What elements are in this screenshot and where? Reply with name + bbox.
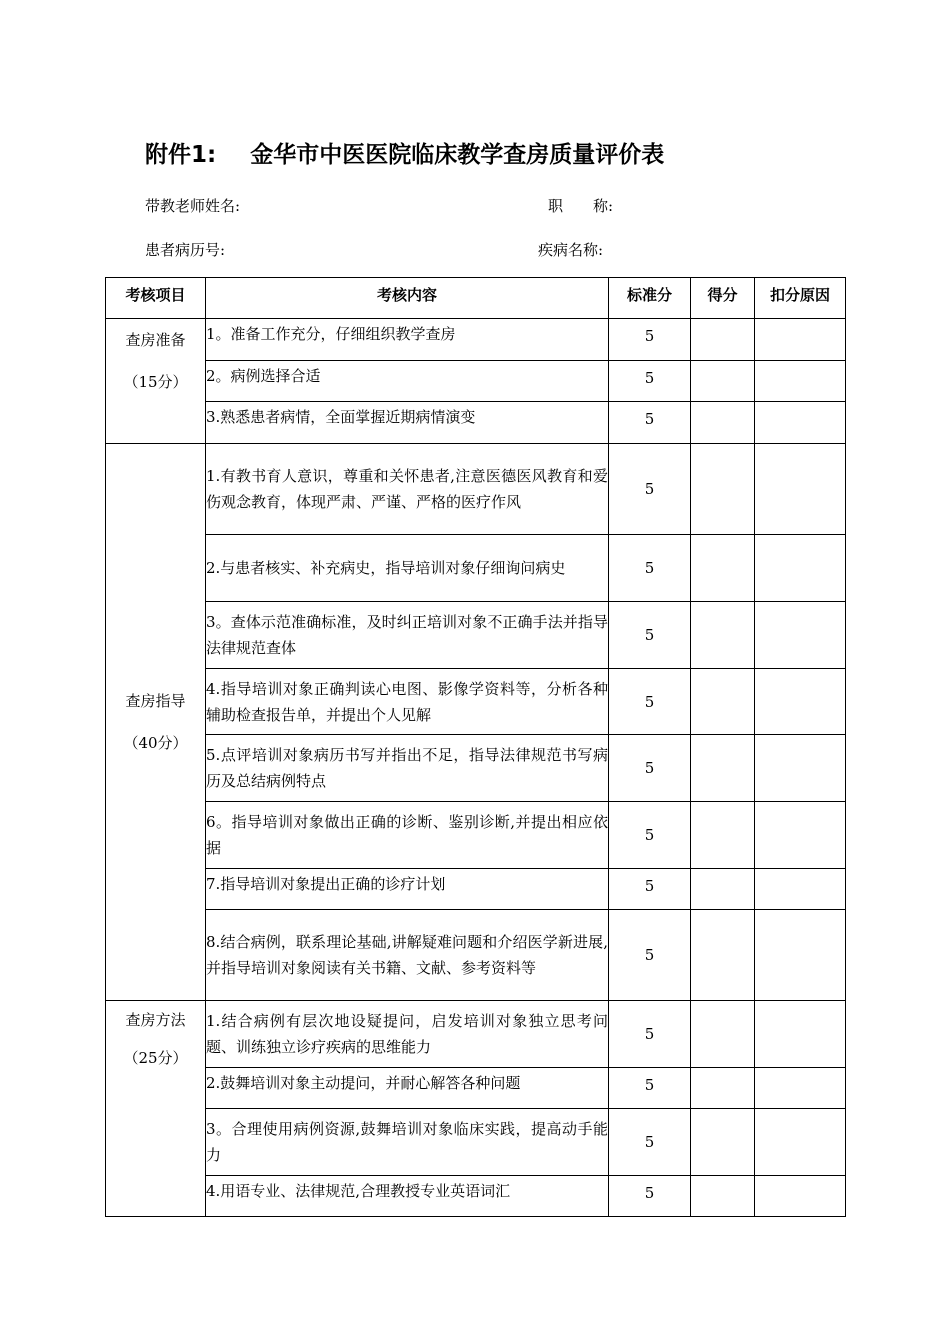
deduction-reason-cell[interactable]	[755, 535, 846, 602]
form-title: 金华市中医医院临床教学查房质量评价表	[250, 142, 665, 168]
score-cell[interactable]	[691, 602, 755, 669]
teacher-name-field	[145, 195, 240, 216]
standard-score-cell: 5	[609, 1176, 691, 1217]
standard-score-cell: 5	[609, 361, 691, 402]
deduction-reason-cell[interactable]	[755, 802, 846, 869]
table-row	[106, 1176, 846, 1217]
header-item: 考核项目	[106, 278, 206, 319]
standard-score-cell: 5	[609, 319, 691, 361]
table-row	[106, 735, 846, 802]
score-cell[interactable]	[691, 1001, 755, 1068]
score-cell[interactable]	[691, 361, 755, 402]
deduction-reason-cell[interactable]	[755, 319, 846, 361]
standard-score-cell: 5	[609, 802, 691, 869]
score-cell[interactable]	[691, 1068, 755, 1109]
deduction-reason-cell[interactable]	[755, 910, 846, 1001]
standard-score-cell: 5	[609, 1109, 691, 1176]
table-row	[106, 602, 846, 669]
score-cell[interactable]	[691, 802, 755, 869]
deduction-reason-cell[interactable]	[755, 444, 846, 535]
score-cell[interactable]	[691, 1109, 755, 1176]
table-row	[106, 444, 846, 535]
content-cell: 2.鼓舞培训对象主动提问，并耐心解答各种问题	[206, 1068, 609, 1109]
deduction-reason-cell[interactable]	[755, 361, 846, 402]
content-cell: 7.指导培训对象提出正确的诊疗计划	[206, 869, 609, 910]
category-cell	[106, 1001, 206, 1217]
disease-name-label: 疾病名称:	[538, 241, 604, 259]
standard-score-cell: 5	[609, 444, 691, 535]
table-row	[106, 361, 846, 402]
header-deduction-reason: 扣分原因	[755, 278, 846, 319]
standard-score-cell: 5	[609, 910, 691, 1001]
deduction-reason-cell[interactable]	[755, 1068, 846, 1109]
content-cell: 2。病例选择合适	[206, 361, 609, 402]
score-cell[interactable]	[691, 669, 755, 735]
content-cell: 1。准备工作充分，仔细组织教学查房	[206, 319, 609, 361]
evaluation-table	[105, 277, 846, 1217]
score-cell[interactable]	[691, 735, 755, 802]
deduction-reason-cell[interactable]	[755, 869, 846, 910]
score-cell[interactable]	[691, 444, 755, 535]
deduction-reason-cell[interactable]	[755, 1001, 846, 1068]
table-header-row	[106, 278, 846, 319]
deduction-reason-cell[interactable]	[755, 602, 846, 669]
category-cell	[106, 444, 206, 1001]
table-row	[106, 319, 846, 361]
content-cell: 3.熟悉患者病情，全面掌握近期病情演变	[206, 402, 609, 444]
table-row	[106, 402, 846, 444]
score-cell[interactable]	[691, 1176, 755, 1217]
patient-record-label: 患者病历号:	[145, 241, 226, 259]
deduction-reason-cell[interactable]	[755, 735, 846, 802]
category-name: 查房方法	[125, 1011, 186, 1029]
content-cell: 4.指导培训对象正确判读心电图、影像学资料等，分析各种辅助检查报告单，并提出个人见解	[206, 669, 609, 735]
content-cell: 4.用语专业、法律规范,合理教授专业英语词汇	[206, 1176, 609, 1217]
standard-score-cell: 5	[609, 535, 691, 602]
table-row	[106, 669, 846, 735]
teacher-name-label: 带教老师姓名:	[145, 197, 241, 215]
header-content: 考核内容	[206, 278, 609, 319]
score-cell[interactable]	[691, 319, 755, 361]
standard-score-cell: 5	[609, 869, 691, 910]
score-cell[interactable]	[691, 402, 755, 444]
deduction-reason-cell[interactable]	[755, 669, 846, 735]
document-title	[145, 136, 664, 169]
category-points: （25分）	[123, 1049, 188, 1067]
content-cell: 3。合理使用病例资源,鼓舞培训对象临床实践，提高动手能力	[206, 1109, 609, 1176]
standard-score-cell: 5	[609, 1001, 691, 1068]
title-rank-label: 职 称:	[548, 197, 614, 215]
table-row	[106, 910, 846, 1001]
standard-score-cell: 5	[609, 602, 691, 669]
table-row	[106, 1109, 846, 1176]
disease-name-field	[538, 239, 603, 260]
table-row	[106, 869, 846, 910]
attachment-label: 附件1:	[145, 142, 217, 168]
score-cell[interactable]	[691, 910, 755, 1001]
content-cell: 6。指导培训对象做出正确的诊断、鉴别诊断,并提出相应依据	[206, 802, 609, 869]
header-standard-score: 标准分	[609, 278, 691, 319]
category-name: 查房指导	[125, 692, 186, 710]
header-score: 得分	[691, 278, 755, 319]
standard-score-cell: 5	[609, 669, 691, 735]
content-cell: 1.结合病例有层次地设疑提问，启发培训对象独立思考问题、训练独立诊疗疾病的思维能力	[206, 1001, 609, 1068]
deduction-reason-cell[interactable]	[755, 1109, 846, 1176]
table-row	[106, 535, 846, 602]
title-rank-field	[548, 195, 613, 216]
content-cell: 1.有教书育人意识，尊重和关怀患者,注意医德医风教育和爱伤观念教育，体现严肃、严谨、严格的医疗作风	[206, 444, 609, 535]
score-cell[interactable]	[691, 869, 755, 910]
category-name: 查房准备	[125, 331, 186, 349]
patient-record-field	[145, 239, 225, 260]
standard-score-cell: 5	[609, 735, 691, 802]
content-cell: 2.与患者核实、补充病史，指导培训对象仔细询问病史	[206, 535, 609, 602]
deduction-reason-cell[interactable]	[755, 402, 846, 444]
category-points: （15分）	[123, 373, 188, 391]
table-row	[106, 802, 846, 869]
content-cell: 5.点评培训对象病历书写并指出不足，指导法律规范书写病历及总结病例特点	[206, 735, 609, 802]
standard-score-cell: 5	[609, 402, 691, 444]
content-cell: 8.结合病例，联系理论基础,讲解疑难问题和介绍医学新进展,并指导培训对象阅读有关书籍、文献、参考资料等	[206, 910, 609, 1001]
table-row	[106, 1068, 846, 1109]
standard-score-cell: 5	[609, 1068, 691, 1109]
content-cell: 3。查体示范准确标准，及时纠正培训对象不正确手法并指导法律规范查体	[206, 602, 609, 669]
category-cell	[106, 319, 206, 444]
score-cell[interactable]	[691, 535, 755, 602]
deduction-reason-cell[interactable]	[755, 1176, 846, 1217]
category-points: （40分）	[123, 734, 188, 752]
table-row	[106, 1001, 846, 1068]
